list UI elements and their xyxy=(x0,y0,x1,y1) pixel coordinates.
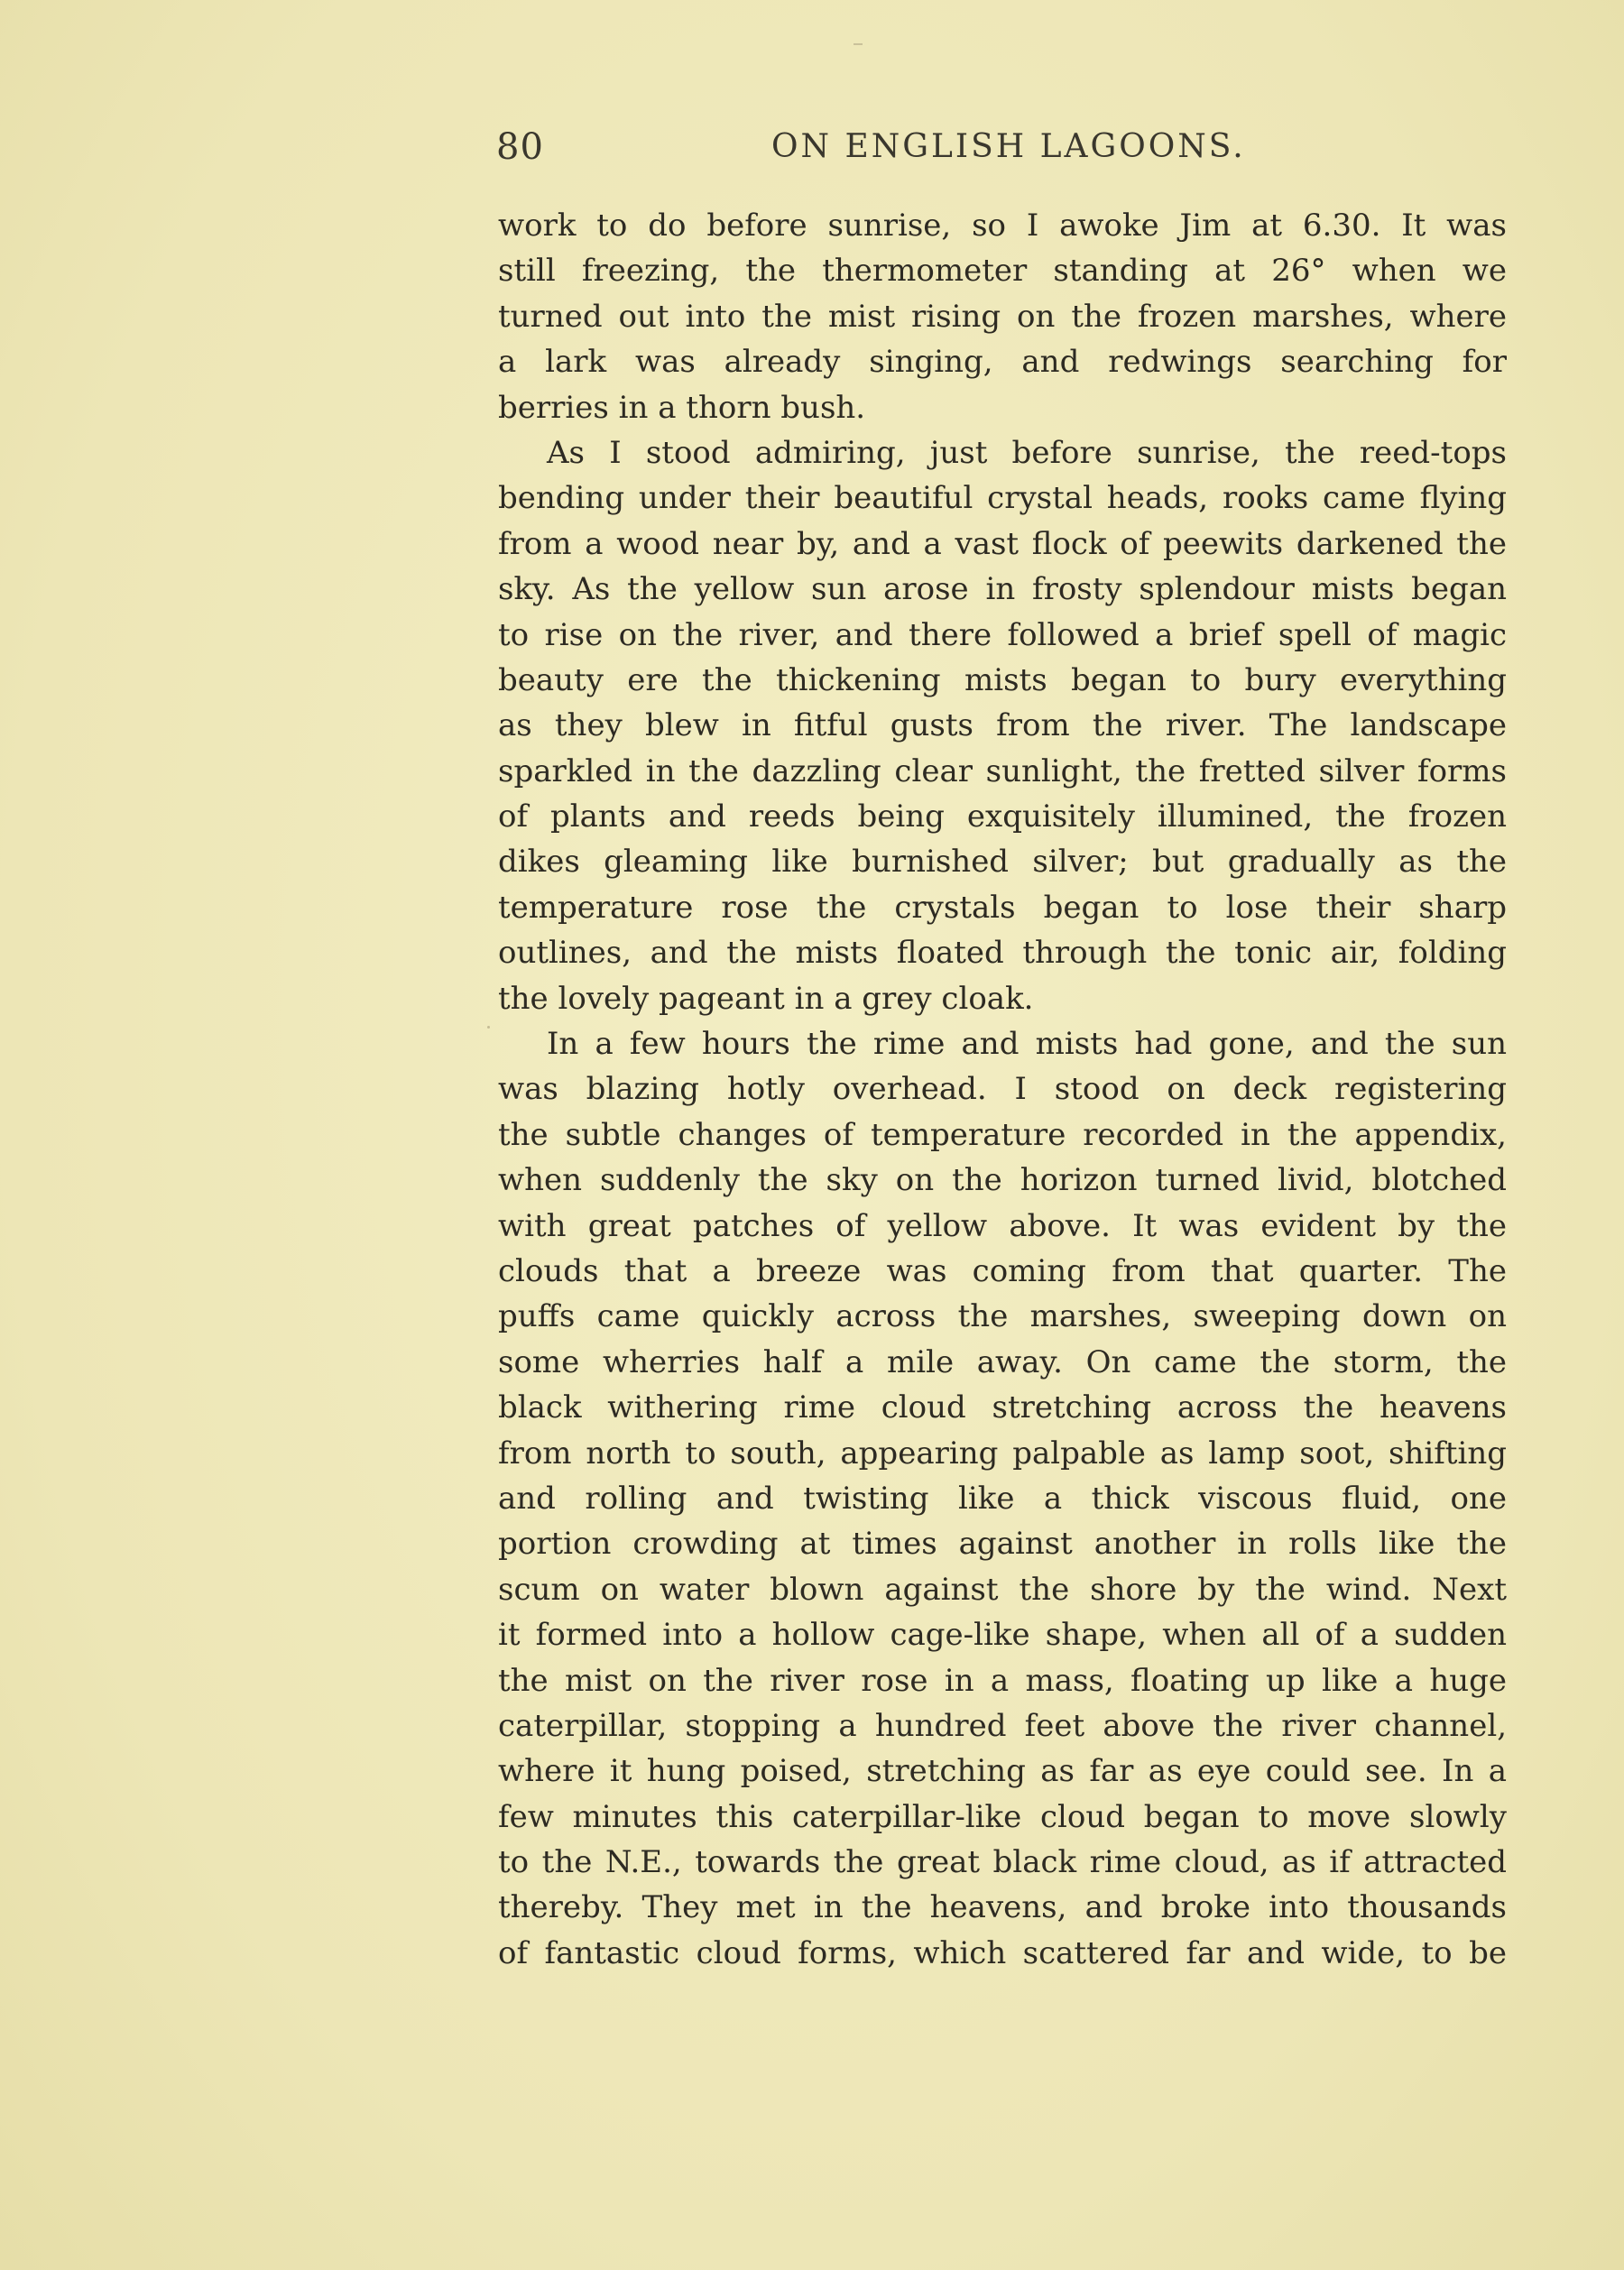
text-line: from a wood near by, and a vast flock of peewits darkened the xyxy=(498,525,1507,562)
text-line: to the N.E., towards the great black rime cloud, as if attracted xyxy=(498,1844,1507,1881)
text-line: black withering rime cloud stretching across the heavens xyxy=(498,1389,1507,1426)
text-line: when suddenly the sky on the horizon turned livid, blotched xyxy=(498,1162,1507,1199)
text-line: and rolling and twisting like a thick viscous fluid, one xyxy=(498,1480,1507,1517)
text-line: it formed into a hollow cage-like shape, when all of a sudden xyxy=(498,1617,1507,1654)
running-head: ON ENGLISH LAGOONS. xyxy=(771,128,1246,165)
text-line: caterpillar, stopping a hundred feet above the river channel, xyxy=(498,1707,1507,1744)
text-line: of fantastic cloud forms, which scattered far and wide, to be xyxy=(498,1934,1507,1971)
text-line: from north to south, appearing palpable as lamp soot, shifting xyxy=(498,1435,1507,1472)
text-line: dikes gleaming like burnished silver; but gradually as the xyxy=(498,844,1507,881)
text-line: the lovely pageant in a grey cloak. xyxy=(498,980,1034,1017)
page-header xyxy=(496,126,1516,180)
page-number: 80 xyxy=(496,126,544,168)
paper-speck xyxy=(854,43,863,45)
text-line: was blazing hotly overhead. I stood on deck registering xyxy=(498,1071,1507,1108)
text-line: turned out into the mist rising on the frozen marshes, where xyxy=(498,298,1507,335)
text-line: As I stood admiring, just before sunrise, the reed-tops xyxy=(547,434,1507,471)
text-line: berries in a thorn bush. xyxy=(498,389,866,426)
text-line: puffs came quickly across the marshes, sweeping down on xyxy=(498,1298,1507,1335)
text-line: outlines, and the mists floated through the tonic air, folding xyxy=(498,935,1507,972)
text-line: portion crowding at times against another in rolls like the xyxy=(498,1526,1507,1563)
text-line: still freezing, the thermometer standing at 26° when we xyxy=(498,253,1507,290)
text-line: temperature rose the crystals began to lose their sharp xyxy=(498,889,1507,926)
text-line: clouds that a breeze was coming from that quarter. The xyxy=(498,1252,1507,1289)
text-line: In a few hours the rime and mists had gone, and the sun xyxy=(547,1026,1507,1063)
text-line: few minutes this caterpillar-like cloud began to move slowly xyxy=(498,1798,1507,1835)
text-line: with great patches of yellow above. It was evident by the xyxy=(498,1207,1507,1244)
text-line: the subtle changes of temperature recorded in the appendix, xyxy=(498,1116,1507,1153)
text-line: a lark was already singing, and redwings searching for xyxy=(498,344,1507,381)
text-line: the mist on the river rose in a mass, floating up like a huge xyxy=(498,1662,1507,1699)
text-line: some wherries half a mile away. On came the storm, the xyxy=(498,1343,1507,1380)
text-line: thereby. They met in the heavens, and broke into thousands xyxy=(498,1889,1507,1926)
text-line: of plants and reeds being exquisitely illumined, the frozen xyxy=(498,798,1507,835)
text-line: to rise on the river, and there followed a brief spell of magic xyxy=(498,616,1507,653)
text-line: as they blew in fitful gusts from the river. The landscape xyxy=(498,707,1507,744)
text-line: work to do before sunrise, so I awoke Jim at 6.30. It was xyxy=(498,208,1507,244)
text-line: beauty ere the thickening mists began to bury everything xyxy=(498,661,1507,698)
text-line: sparkled in the dazzling clear sunlight, the fretted silver forms xyxy=(498,752,1507,789)
text-line: bending under their beautiful crystal heads, rooks came flying xyxy=(498,480,1507,517)
margin-mark xyxy=(487,1026,490,1029)
text-line: sky. As the yellow sun arose in frosty splendour mists began xyxy=(498,571,1507,608)
body-text xyxy=(498,203,1507,1976)
text-line: where it hung poised, stretching as far as eye could see. In a xyxy=(498,1753,1507,1790)
text-line: scum on water blown against the shore by the wind. Next xyxy=(498,1571,1507,1608)
